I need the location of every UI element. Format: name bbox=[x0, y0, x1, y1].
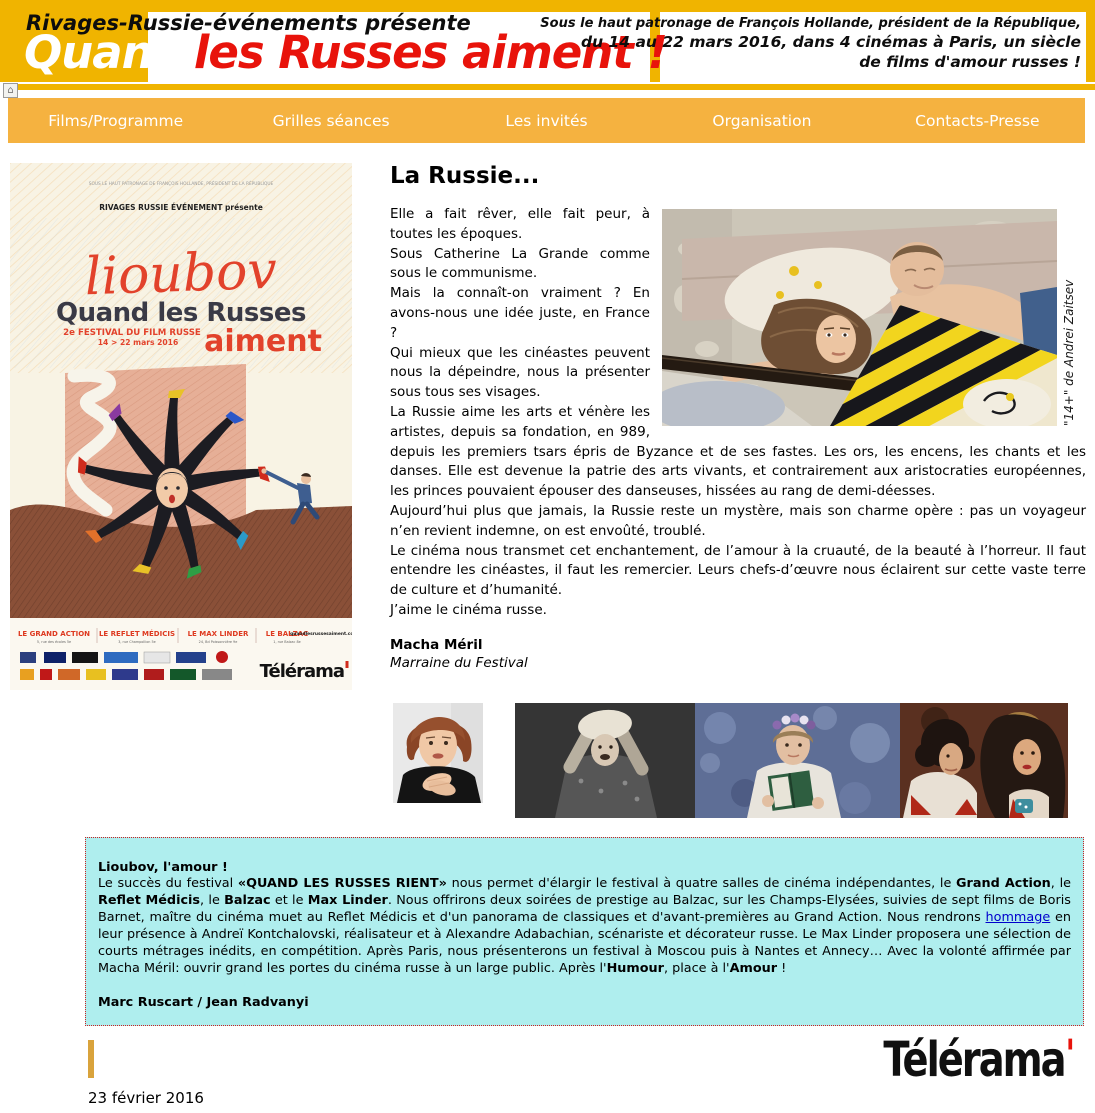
film-still-14plus bbox=[662, 209, 1057, 426]
footer-accent-bar bbox=[88, 1040, 94, 1078]
poster-cinema-balzac-address: 1, rue Balzac 8e bbox=[273, 640, 301, 644]
festival-poster-image bbox=[10, 163, 352, 690]
macha-meril-portrait bbox=[393, 703, 483, 807]
telerama-logo-text: Télérama bbox=[883, 1032, 1065, 1088]
article-paragraph: Aujourd’hui plus que jamais, la Russie reste un mystère, mais son charme opère : pas un voyageur n’en revient indemne, on est envoûté, troublé. bbox=[390, 502, 1086, 539]
telerama-logo bbox=[883, 1032, 1073, 1088]
date-line: 23 février 2016 bbox=[88, 1089, 204, 1107]
article-paragraph: Le cinéma nous transmet cet enchantement, de l’amour à la cruauté, de la beauté à l’horreur. Il faut entendre les cinéastes, il faut les remercier. Leurs chefs-d’œuvre nous éclairent sur cette vaste terre de culture et d’humanité. bbox=[390, 542, 1086, 599]
patronage-line3: de films d'amour russes ! bbox=[859, 53, 1081, 71]
still-flower-girl bbox=[695, 703, 900, 818]
poster-script-title: lioubov bbox=[83, 240, 278, 308]
poster-cinema-reflet-medicis-address: 3, rue Champollion 5e bbox=[118, 640, 156, 644]
info-box bbox=[85, 837, 1084, 1026]
article-paragraph: Qui mieux que les cinéastes peuvent nous la dépeindre, nous la présenter sous tous ses visages. bbox=[390, 344, 650, 401]
article-paragraph: La Russie aime les arts et vénère les artistes, depuis sa fondation, en 989, depuis les premiers tsars épris de Byzance et de ses fastes. Les ors, les encens, les chants et les danses. Elle est devenue la patrie des arts vivants, et contrairement aux aristocraties européennes, les princes pouvaient épouser des danseuses, hissées au rang de demi-déesses. bbox=[390, 403, 1086, 500]
article-paragraph: J’aime le cinéma russe. bbox=[390, 601, 547, 618]
article bbox=[390, 163, 1086, 671]
article-paragraph: Mais la connaît-on vraiment ? En avons-nous une idée juste, en France ? bbox=[390, 285, 650, 341]
still-black-white bbox=[515, 703, 695, 818]
home-icon[interactable]: ⌂ bbox=[3, 83, 18, 98]
patronage-text bbox=[540, 15, 1081, 72]
info-box-signature: Marc Ruscart / Jean Radvanyi bbox=[98, 995, 309, 1011]
nav-films-programme[interactable]: Films/Programme bbox=[48, 111, 184, 130]
poster-festival-line: 2e FESTIVAL DU FILM RUSSE bbox=[63, 328, 201, 338]
festival-poster bbox=[10, 163, 352, 690]
poster-cinema-grand-action: LE GRAND ACTION bbox=[17, 630, 91, 638]
nav-contacts-presse[interactable]: Contacts-Presse bbox=[915, 111, 1040, 130]
patronage-line2: du 14 au 22 mars 2016, dans 4 cinémas à Paris, un siècle bbox=[580, 33, 1081, 51]
poster-website: quandlesrussesaiment.com bbox=[290, 632, 352, 637]
site-title-quand: Quand bbox=[24, 26, 184, 79]
nav-grilles-seances[interactable]: Grilles séances bbox=[272, 111, 390, 130]
info-box-paragraph: Le succès du festival «QUAND LES RUSSES RIENT» nous permet d'élargir le festival à quatre salles de cinéma indépendantes, le Grand Action, le Reflet Médicis, le Balzac et le Max Linder. Nous offrirons deux soirées de prestige au Balzac, sur les Champs-Elysées, suivies de sept films de Boris Barnet, maître du cinéma muet au Reflet Médicis et d'un panorama de classiques et d'avant-premières au Grand Action. Nous rendrons hommage en leur présence à Andreï Kontchalovski, réalisateur et à Alexandre Adabachian, scénariste et décorateur russe. Le Max Linder proposera une sélection de courts métrages inédits, en compétition. Après Paris, nous présenterons un festival à Moscou puis à Nantes et Annecy… Avec la volonté affirmée par Macha Méril: ouvrir grand les portes du cinéma russe à un large public. Après l'Humour, place à l'Amour ! bbox=[98, 876, 1072, 976]
patronage-line1: Sous le haut patronage de François Hollande, président de la République, bbox=[540, 16, 1081, 31]
hommage-link[interactable]: hommage bbox=[985, 909, 1051, 925]
film-stills-strip bbox=[515, 703, 1068, 822]
film-stills-images bbox=[515, 703, 1068, 818]
poster-cinema-max-linder: LE MAX LINDER bbox=[187, 630, 249, 638]
info-box-title: Lioubov, l'amour ! bbox=[98, 860, 228, 875]
poster-cinema-balzac: LE BALZAC bbox=[265, 630, 309, 638]
poster-presenter: RIVAGES RUSSIE ÉVÉNEMENT présente bbox=[99, 203, 263, 212]
site-title-russes: les Russes aiment ! bbox=[193, 26, 668, 79]
poster-cinema-grand-action-address: 5, rue des écoles 5e bbox=[36, 640, 72, 644]
signature-role: Marraine du Festival bbox=[390, 654, 528, 671]
poster-cinema-max-linder-address: 24, Bd Poissonnière 9e bbox=[198, 640, 238, 644]
film-still-caption: "14+" de Andrei Zaitsev bbox=[1062, 279, 1076, 426]
signature-name: Macha Méril bbox=[390, 636, 483, 653]
telerama-logo-mark: ' bbox=[1065, 1032, 1073, 1078]
article-paragraph: Elle a fait rêver, elle fait peur, à toutes les époques. bbox=[390, 206, 650, 242]
poster-telerama-logo: Télérama bbox=[259, 661, 344, 682]
nav-les-invites[interactable]: Les invités bbox=[505, 111, 588, 130]
poster-patronage: SOUS LE HAUT PATRONAGE DE FRANÇOIS HOLLANDE, PRÉSIDENT DE LA RÉPUBLIQUE bbox=[88, 182, 274, 187]
main-nav bbox=[8, 98, 1085, 143]
poster-title-line1: Quand les Russes bbox=[56, 298, 306, 328]
poster-title-line2: aiment bbox=[204, 324, 322, 359]
nav-organisation[interactable]: Organisation bbox=[712, 111, 812, 130]
page-title: La Russie... bbox=[390, 163, 540, 189]
still-two-women bbox=[900, 703, 1068, 818]
macha-meril-photo bbox=[393, 703, 483, 803]
header-rule bbox=[18, 84, 1095, 90]
film-still-block bbox=[662, 209, 1086, 426]
poster-cinema-reflet-medicis: LE REFLET MÉDICIS bbox=[98, 630, 176, 638]
article-paragraph: Sous Catherine La Grande comme sous le communisme. bbox=[390, 245, 650, 282]
presenter-line: Rivages-Russie-événements présente bbox=[26, 11, 471, 35]
poster-dates-line: 14 > 22 mars 2016 bbox=[97, 338, 179, 347]
